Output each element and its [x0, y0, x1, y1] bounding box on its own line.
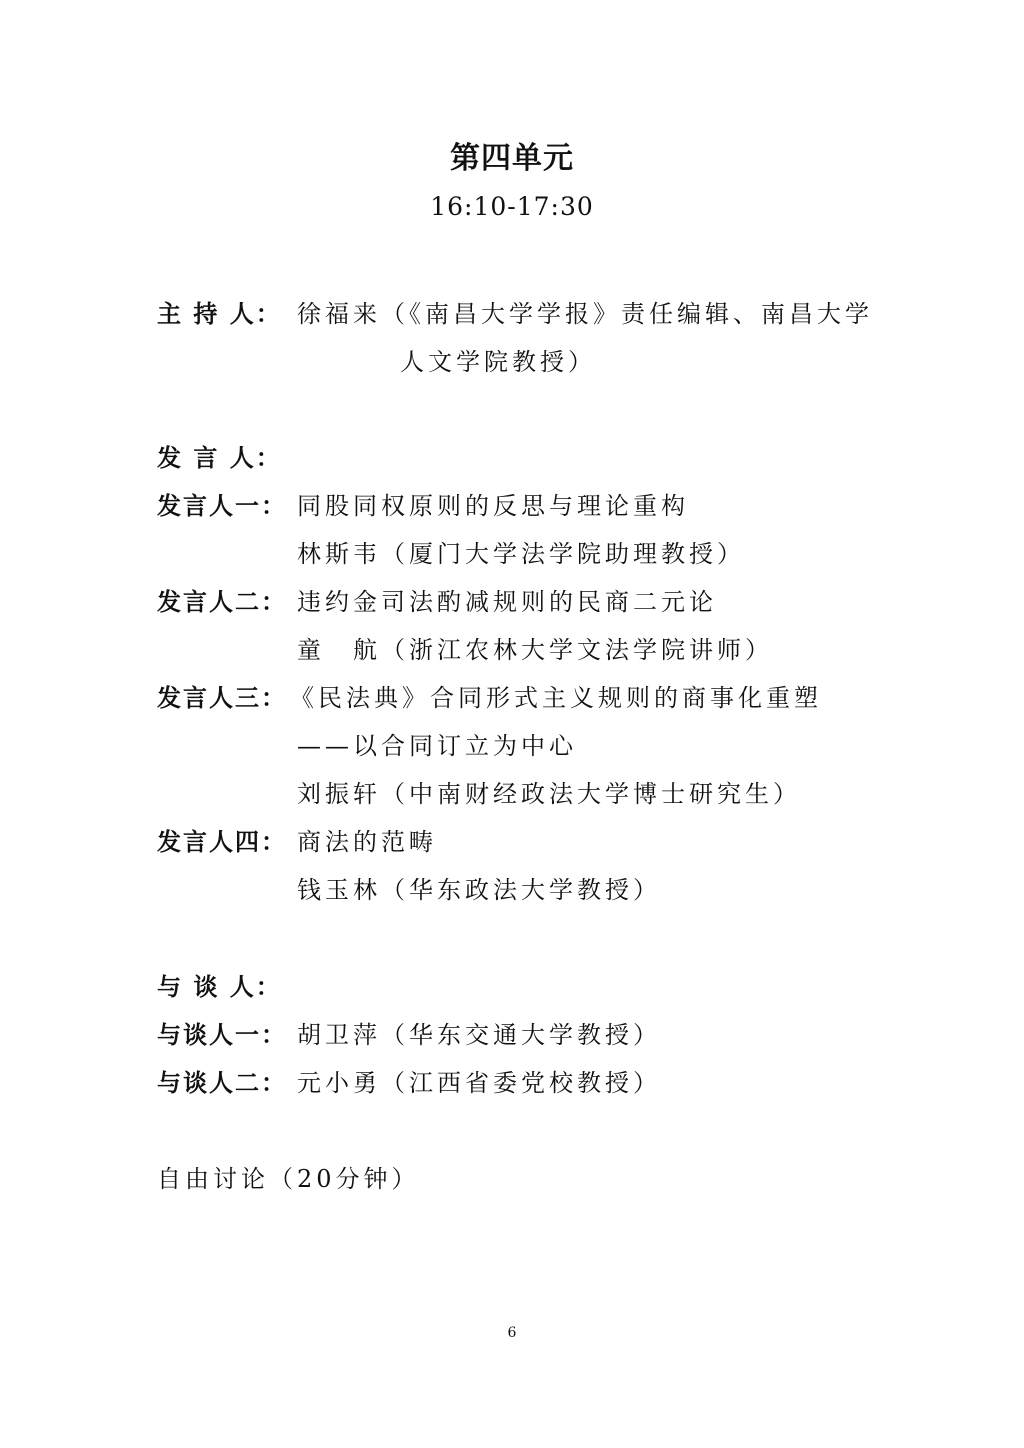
speaker-1-topic: 同股同权原则的反思与理论重构 — [297, 492, 689, 520]
host-line-2: 人文学院教授） — [400, 348, 596, 376]
discussants-label: 与 谈 人： — [157, 973, 282, 1001]
speaker-1-person: 林斯韦（厦门大学法学院助理教授） — [297, 540, 745, 568]
free-discussion: 自由讨论（20分钟） — [157, 1165, 420, 1193]
discussant-2-person: 元小勇（江西省委党校教授） — [297, 1069, 661, 1097]
speaker-2-topic: 违约金司法酌减规则的民商二元论 — [297, 588, 717, 616]
speaker-4-label: 发言人四： — [157, 828, 287, 856]
discussant-2-label: 与谈人二： — [157, 1069, 287, 1097]
page-number: 6 — [507, 1325, 517, 1341]
speaker-4-person: 钱玉林（华东政法大学教授） — [297, 876, 661, 904]
speaker-3-subtopic: ——以合同订立为中心 — [297, 732, 577, 760]
speaker-2-label: 发言人二： — [157, 588, 287, 616]
discussant-1-label: 与谈人一： — [157, 1021, 287, 1049]
host-line-1: 徐福来（《南昌大学学报》责任编辑、南昌大学 — [297, 300, 873, 328]
host-label: 主 持 人： — [157, 300, 282, 328]
speaker-4-topic: 商法的范畴 — [297, 828, 437, 856]
speaker-1-label: 发言人一： — [157, 492, 287, 520]
speaker-3-label: 发言人三： — [157, 684, 287, 712]
session-time: 16:10-17:30 — [430, 192, 594, 221]
speaker-3-topic: 《民法典》合同形式主义规则的商事化重塑 — [290, 684, 822, 712]
speaker-2-person: 童 航（浙江农林大学文法学院讲师） — [297, 636, 773, 664]
speaker-3-person: 刘振轩（中南财经政法大学博士研究生） — [297, 780, 801, 808]
session-title: 第四单元 — [450, 141, 574, 176]
speakers-label: 发 言 人： — [157, 444, 282, 472]
discussant-1-person: 胡卫萍（华东交通大学教授） — [297, 1021, 661, 1049]
